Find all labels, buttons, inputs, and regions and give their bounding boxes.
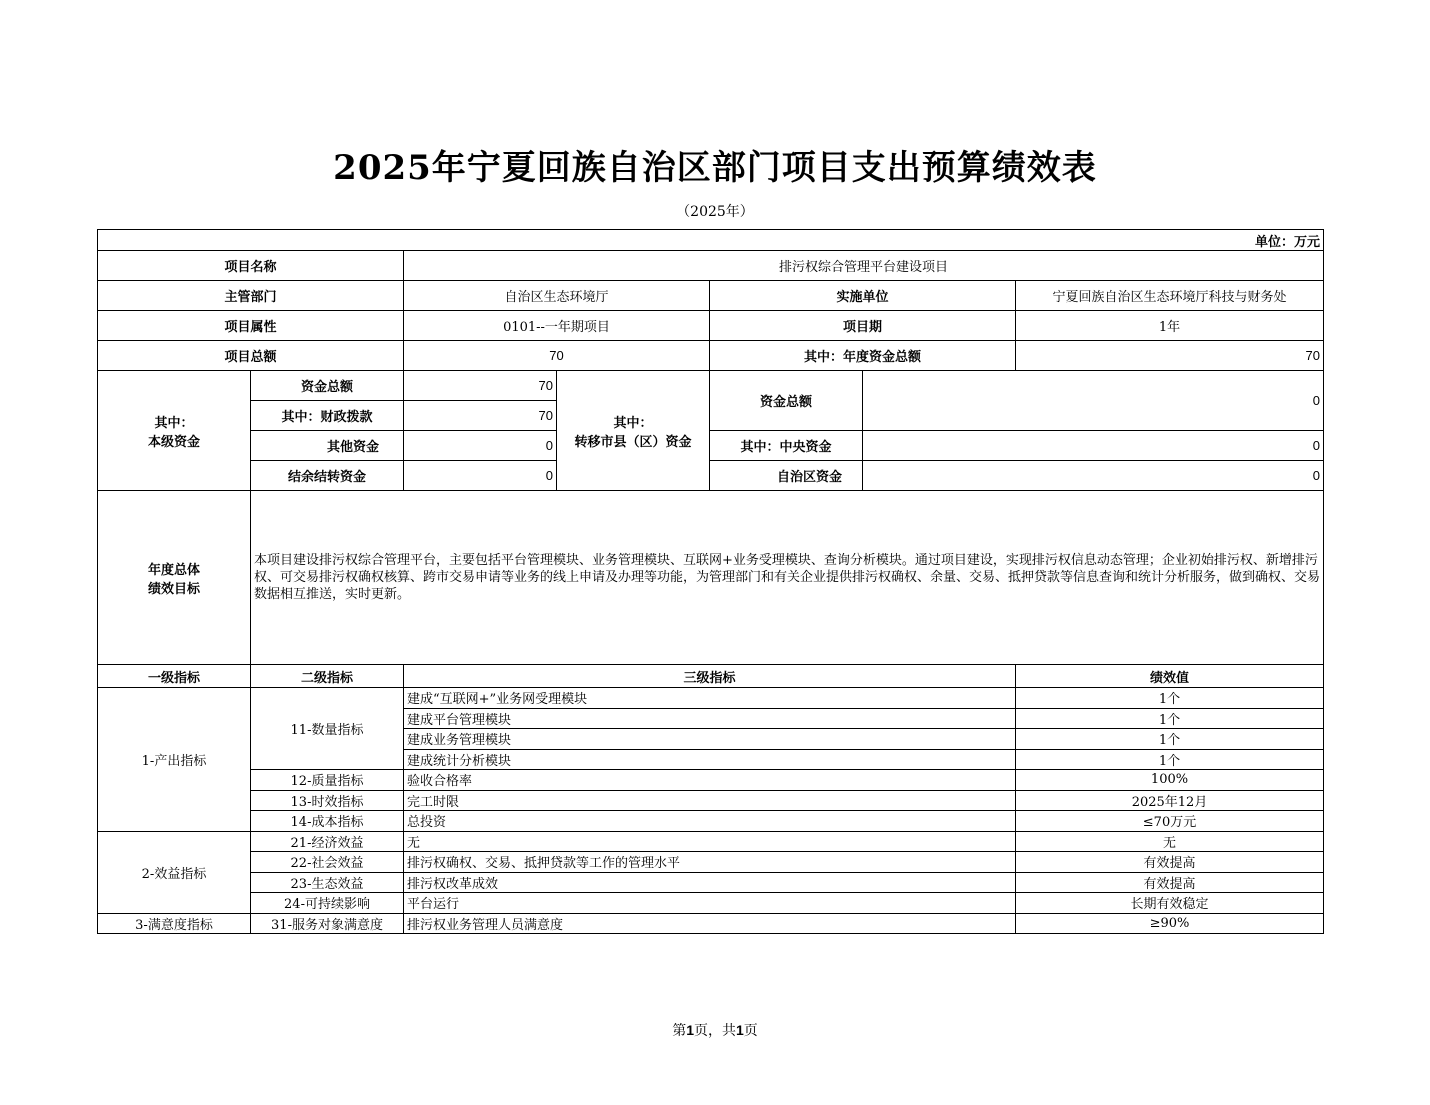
- footer-total: 1: [736, 1022, 744, 1038]
- indicator-value: ≥90%: [1016, 913, 1324, 934]
- local-total-label: 资金总额: [251, 371, 404, 401]
- level2-indicator: 31-服务对象满意度: [251, 913, 404, 934]
- indicator-value: 无: [1016, 831, 1324, 852]
- other-funds-value: 0: [404, 431, 557, 461]
- unit-label: 单位：万元: [98, 230, 1324, 251]
- indicator-value: 1个: [1016, 749, 1324, 770]
- project-attr-label: 项目属性: [98, 311, 404, 341]
- level3-indicator: 建成业务管理模块: [404, 729, 1016, 750]
- indicator-value: 有效提高: [1016, 852, 1324, 873]
- level3-indicator: 建成“互联网+”业务网受理模块: [404, 688, 1016, 709]
- indicator-value: 长期有效稳定: [1016, 893, 1324, 914]
- level3-indicator: 平台运行: [404, 893, 1016, 914]
- carryover-label: 结余结转资金: [251, 461, 404, 491]
- other-funds-label: 其他资金: [251, 431, 404, 461]
- level3-indicator: 排污权改革成效: [404, 872, 1016, 893]
- level3-indicator: 总投资: [404, 811, 1016, 832]
- footer-post: 页: [743, 1023, 758, 1039]
- central-funds-value: 0: [863, 431, 1324, 461]
- transfer-total-label: 资金总额: [710, 371, 863, 431]
- central-funds-label: 其中：中央资金: [710, 431, 863, 461]
- fiscal-label: 其中：财政拨款: [251, 401, 404, 431]
- level3-indicator: 验收合格率: [404, 770, 1016, 791]
- annual-total-label: 其中：年度资金总额: [710, 341, 1016, 371]
- indicator-row: [98, 790, 1324, 811]
- indicator-row: [98, 831, 1324, 852]
- level2-indicator: 21-经济效益: [251, 831, 404, 852]
- page-subtitle: （2025年）: [676, 204, 754, 220]
- level2-indicator: 13-时效指标: [251, 790, 404, 811]
- indicator-value: 100%: [1016, 770, 1324, 791]
- project-period-value: 1年: [1016, 311, 1324, 341]
- level1-indicator: 2-效益指标: [98, 831, 251, 913]
- indicator-row: [98, 688, 1324, 709]
- level1-indicator: 3-满意度指标: [98, 913, 251, 934]
- indicator-value: 1个: [1016, 688, 1324, 709]
- level3-indicator: 无: [404, 831, 1016, 852]
- level3-indicator: 排污权确权、交易、抵押贷款等工作的管理水平: [404, 852, 1016, 873]
- indicator-row: [98, 872, 1324, 893]
- project-name-value: 排污权综合管理平台建设项目: [404, 251, 1324, 281]
- project-attr-value: 0101--一年期项目: [404, 311, 710, 341]
- footer-mid: 页，共: [694, 1023, 736, 1039]
- impl-unit-label: 实施单位: [710, 281, 1016, 311]
- page-footer: [0, 1020, 1430, 1040]
- annual-total-value: 70: [1016, 341, 1324, 371]
- header-level3: 三级指标: [404, 665, 1016, 688]
- dept-value: 自治区生态环境厅: [404, 281, 710, 311]
- project-period-label: 项目期: [710, 311, 1016, 341]
- local-funds-group: 其中： 本级资金: [98, 371, 251, 491]
- goal-text: 本项目建设排污权综合管理平台，主要包括平台管理模块、业务管理模块、互联网+业务受理模块、查询分析模块。通过项目建设，实现排污权信息动态管理；企业初始排污权、新增排污权、可交易排污权确权核算、跨市交易申请等业务的线上申请及办理等功能，为管理部门和有关企业提供排污权确权、余量、交易、抵押贷款等信息查询和统计分析服务，做到确权、交易数据相互推送，实时更新。: [251, 491, 1324, 665]
- level2-indicator: 11-数量指标: [251, 688, 404, 770]
- project-total-value: 70: [404, 341, 710, 371]
- level2-indicator: 12-质量指标: [251, 770, 404, 791]
- dept-label: 主管部门: [98, 281, 404, 311]
- level2-indicator: 24-可持续影响: [251, 893, 404, 914]
- header-level1: 一级指标: [98, 665, 251, 688]
- header-value: 绩效值: [1016, 665, 1324, 688]
- indicator-row: [98, 811, 1324, 832]
- impl-unit-value: 宁夏回族自治区生态环境厅科技与财务处: [1016, 281, 1324, 311]
- project-name-label: 项目名称: [98, 251, 404, 281]
- indicator-row: [98, 913, 1324, 934]
- level2-indicator: 22-社会效益: [251, 852, 404, 873]
- region-funds-value: 0: [863, 461, 1324, 491]
- level2-indicator: 23-生态效益: [251, 872, 404, 893]
- level1-indicator: 1-产出指标: [98, 688, 251, 832]
- level3-indicator: 建成统计分析模块: [404, 749, 1016, 770]
- indicator-rows: [98, 688, 1324, 934]
- transfer-funds-group: 其中： 转移市县（区）资金: [557, 371, 710, 491]
- transfer-total-value: 0: [863, 371, 1324, 431]
- level3-indicator: 完工时限: [404, 790, 1016, 811]
- level3-indicator: 排污权业务管理人员满意度: [404, 913, 1016, 934]
- footer-page: 1: [686, 1022, 694, 1038]
- header-level2: 二级指标: [251, 665, 404, 688]
- indicator-value: 1个: [1016, 708, 1324, 729]
- performance-table: [97, 229, 1324, 934]
- footer-pre: 第: [672, 1023, 687, 1039]
- indicator-row: [98, 852, 1324, 873]
- fiscal-value: 70: [404, 401, 557, 431]
- region-funds-label: 自治区资金: [710, 461, 863, 491]
- indicator-value: 1个: [1016, 729, 1324, 750]
- level3-indicator: 建成平台管理模块: [404, 708, 1016, 729]
- carryover-value: 0: [404, 461, 557, 491]
- project-total-label: 项目总额: [98, 341, 404, 371]
- page-title: 2025年宁夏回族自治区部门项目支出预算绩效表: [333, 148, 1097, 188]
- local-total-value: 70: [404, 371, 557, 401]
- indicator-value: 2025年12月: [1016, 790, 1324, 811]
- indicator-value: 有效提高: [1016, 872, 1324, 893]
- level2-indicator: 14-成本指标: [251, 811, 404, 832]
- indicator-row: [98, 770, 1324, 791]
- indicator-value: ≤70万元: [1016, 811, 1324, 832]
- indicator-row: [98, 893, 1324, 914]
- goal-label: 年度总体 绩效目标: [98, 491, 251, 665]
